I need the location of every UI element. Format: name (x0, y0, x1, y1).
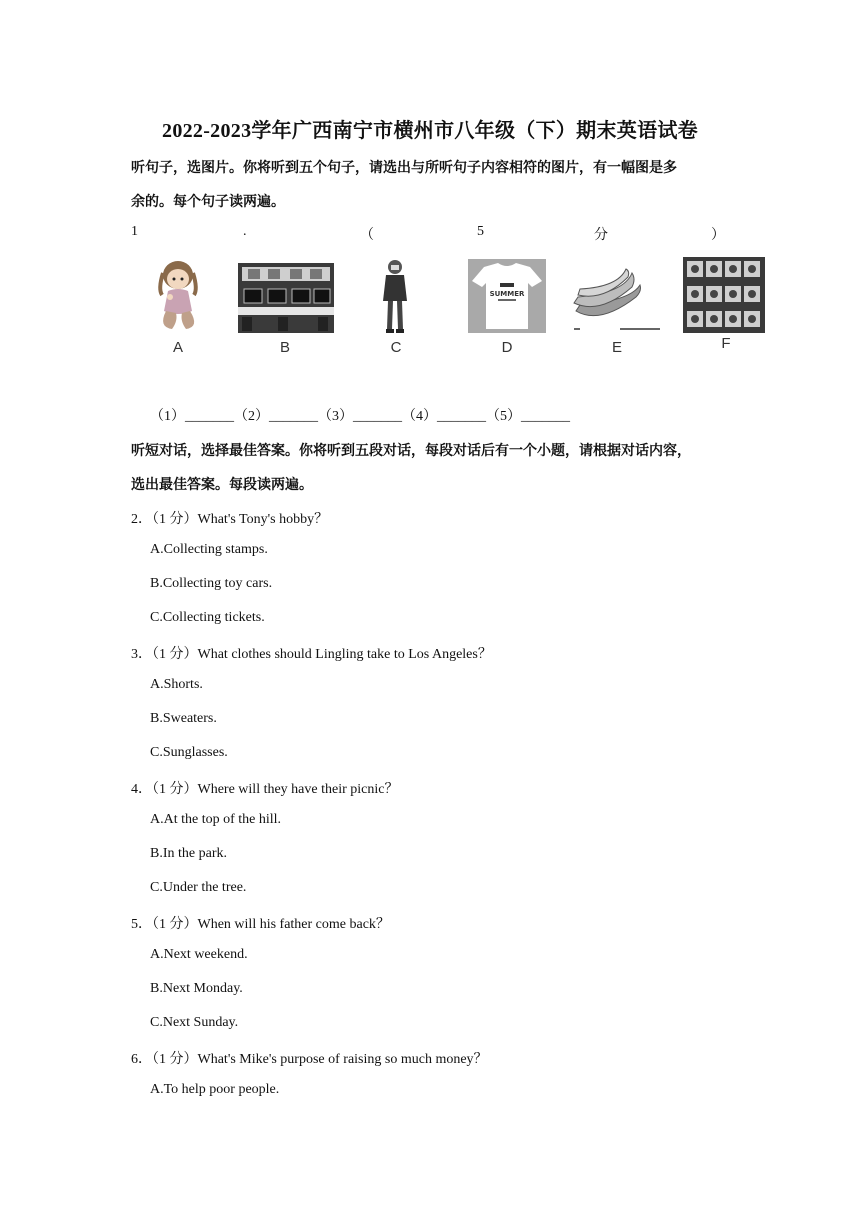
picture-b-computer-room (238, 263, 334, 333)
question-option[interactable]: C.Under the tree. (150, 880, 247, 895)
exam-title: 2022-2023学年广西南宁市横州市八年级（下）期末英语试卷 (162, 120, 698, 142)
question-option[interactable]: A.Collecting stamps. (150, 542, 268, 557)
picture-label-f: F (721, 335, 731, 352)
picture-label-e: E (611, 339, 622, 356)
section2-instruction-line2: 选出最佳答案。每段读两遍。 (131, 478, 313, 493)
picture-a-girl (148, 255, 208, 335)
tshirt-summer-text: SUMMER (489, 290, 525, 298)
question-option[interactable]: A.Next weekend. (150, 947, 248, 962)
question-option[interactable]: C.Collecting tickets. (150, 610, 265, 625)
picture-label-a: A (172, 339, 183, 356)
question-option[interactable]: A.At the top of the hill. (150, 812, 282, 827)
picture-row (140, 255, 780, 365)
question-option[interactable]: C.Sunglasses. (150, 745, 228, 760)
picture-c-person (380, 257, 410, 335)
q1-close-paren: ） (711, 228, 725, 243)
section1-instruction-line2: 余的。每个句子读两遍。 (131, 195, 285, 210)
question-stem: 2．（1 分）What's Tony's hobby？ (131, 512, 329, 527)
q1-score: 5 (477, 224, 484, 239)
picture-e-bananas (570, 267, 665, 331)
picture-label-c: C (390, 339, 402, 356)
picture-label-b: B (279, 339, 290, 356)
question-option[interactable]: C.Next Sunday. (150, 1015, 239, 1030)
q1-score-unit: 分 (594, 228, 608, 243)
question-option[interactable]: A.Shorts. (150, 677, 203, 692)
q1-number: 1 (131, 224, 138, 239)
question-option[interactable]: B.Sweaters. (150, 711, 217, 726)
picture-f-stamp-grid (683, 257, 765, 333)
question-stem: 4．（1 分）Where will they have their picnic？ (131, 782, 399, 797)
question-stem: 5．（1 分）When will his father come back？ (131, 917, 390, 932)
question-stem: 6．（1 分）What's Mike's purpose of raising so much money？ (131, 1052, 488, 1067)
question-option[interactable]: B.Next Monday. (150, 981, 243, 996)
q1-answer-blanks[interactable]: （1）_______（2）_______（3）_______（4）_______（5）_______ (150, 409, 570, 424)
q1-open-paren: （ (360, 228, 374, 243)
picture-label-d: D (501, 339, 513, 356)
section1-instruction-line1: 听句子，选图片。你将听到五个句子，请选出与所听句子内容相符的图片，有一幅图是多 (131, 161, 677, 176)
q1-dot: . (243, 224, 247, 239)
question-stem: 3．（1 分）What clothes should Lingling take to Los Angeles？ (131, 647, 492, 662)
picture-d-tshirt (468, 259, 546, 333)
question-option[interactable]: A.To help poor people. (150, 1082, 280, 1097)
section2-instruction-line1: 听短对话，选择最佳答案。你将听到五段对话，每段对话后有一个小题，请根据对话内容， (131, 444, 691, 459)
question-option[interactable]: B.Collecting toy cars. (150, 576, 273, 591)
question-option[interactable]: B.In the park. (150, 846, 227, 861)
